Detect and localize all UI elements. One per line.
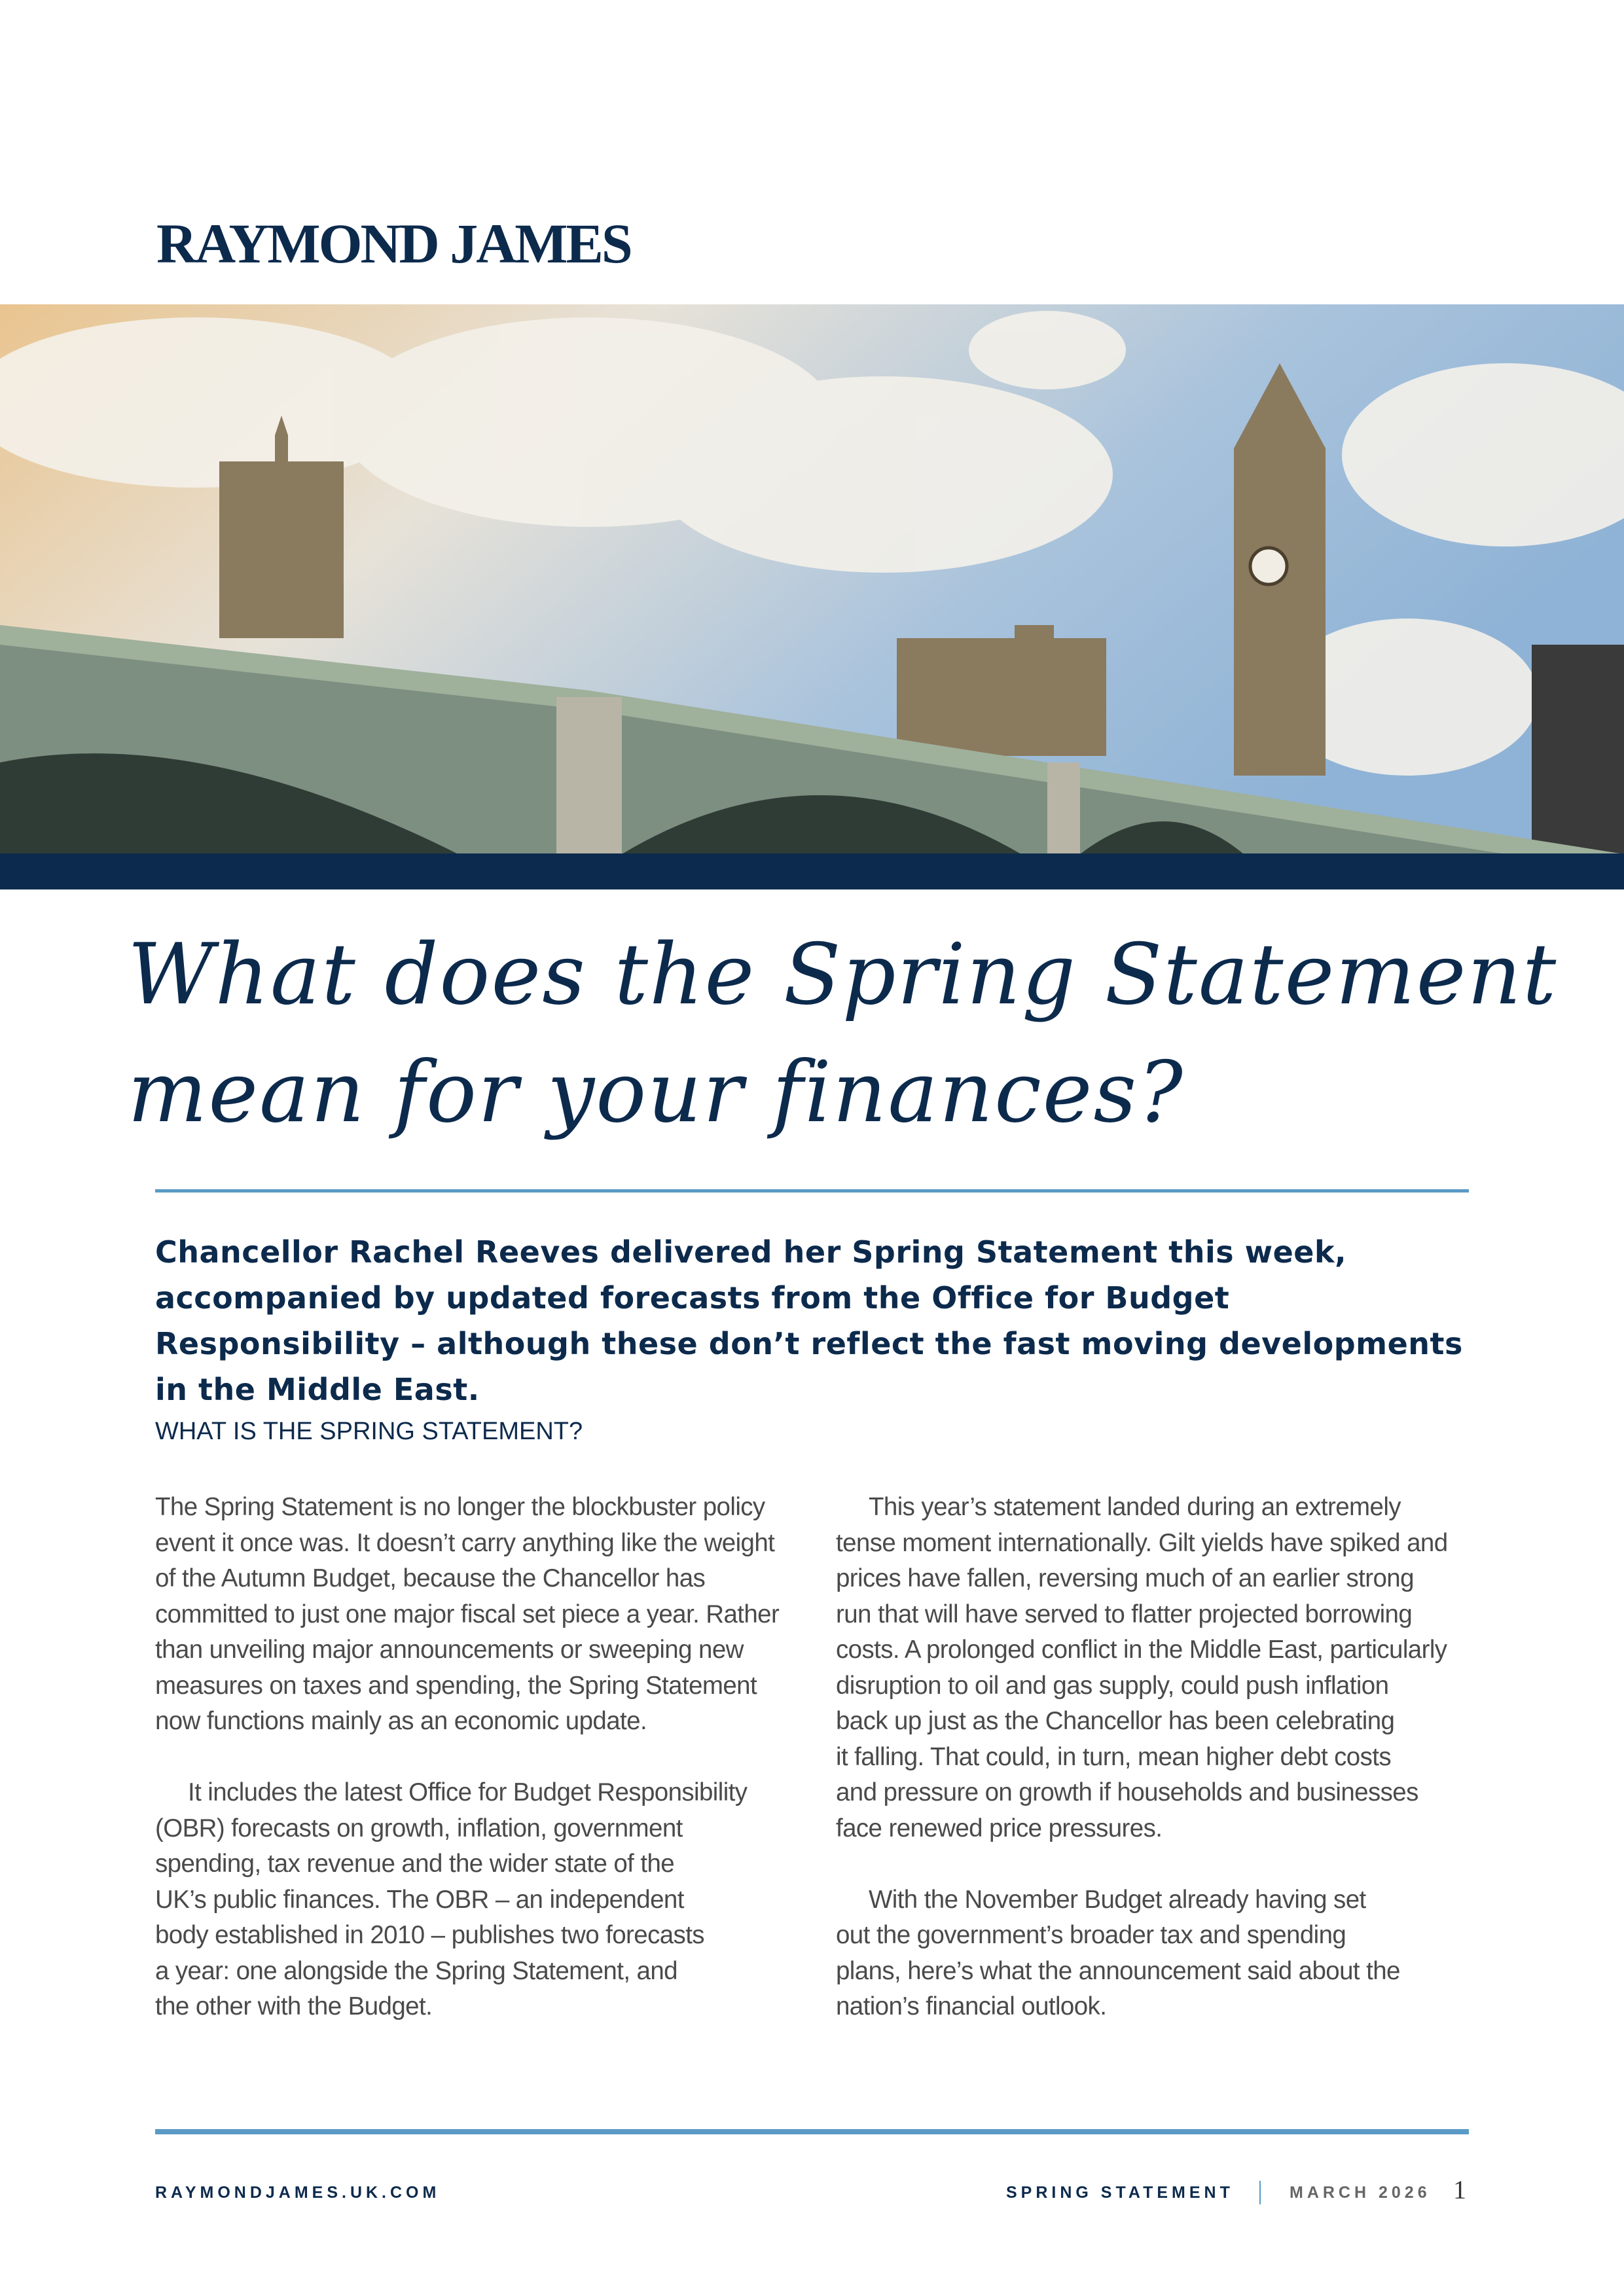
text-line: out the government’s broader tax and spending [836, 1921, 1346, 1949]
text-line: a year: one alongside the Spring Statement, and [155, 1956, 677, 1985]
paragraph-gap [155, 1740, 784, 1776]
title-divider [155, 1189, 1469, 1193]
text-line: run that will have served to flatter projected borrowing [836, 1600, 1413, 1628]
title-line-2: mean for your finances? [128, 1044, 1184, 1141]
footer-date: MARCH 2026 [1290, 2183, 1431, 2202]
lead-paragraph: Chancellor Rachel Reeves delivered her Spring Statement this week, accompanied by updated forecasts from the Office for Budget Responsibility – although these don’t reflect the fast moving developments in the Middle East. [155, 1234, 1463, 1407]
body-paragraph [836, 1490, 1464, 1846]
text-line: UK’s public finances. The OBR – an independent [155, 1885, 684, 1914]
text-line: than unveiling major announcements or sweeping new [155, 1636, 744, 1664]
body-column-left [155, 1490, 784, 2025]
text-line: now functions mainly as an economic update. [155, 1707, 647, 1735]
text-line: It includes the latest Office for Budget Responsibility [188, 1778, 748, 1806]
footer-divider [155, 2129, 1469, 2134]
page-number: 1 [1453, 2175, 1466, 2204]
footer-separator [1259, 2181, 1261, 2204]
text-line: of the Autumn Budget, because the Chancellor has [155, 1564, 706, 1592]
raymond-james-logo: RAYMOND JAMES [156, 212, 631, 275]
text-line: body established in 2010 – publishes two forecasts [155, 1921, 704, 1949]
text-line: measures on taxes and spending, the Spring Statement [155, 1671, 757, 1700]
footer-website: RAYMONDJAMES.UK.COM [155, 2183, 441, 2202]
text-line: the other with the Budget. [155, 1992, 433, 2020]
text-line: prices have fallen, reversing much of an earlier strong [836, 1564, 1414, 1592]
text-line: spending, tax revenue and the wider state of the [155, 1850, 675, 1878]
text-line: face renewed price pressures. [836, 1814, 1163, 1842]
page-title [128, 916, 1557, 1152]
text-line: This year’s statement landed during an extremely [869, 1493, 1401, 1521]
text-line: (OBR) forecasts on growth, inflation, government [155, 1814, 683, 1842]
hero-image-westminster-bridge [0, 304, 1624, 854]
body-paragraph [155, 1490, 784, 1740]
footer-section: SPRING STATEMENT [1006, 2183, 1234, 2202]
text-line: costs. A prolonged conflict in the Middle East, particularly [836, 1636, 1447, 1664]
text-line: and pressure on growth if households and businesses [836, 1778, 1418, 1806]
text-line: it falling. That could, in turn, mean higher debt costs [836, 1742, 1392, 1771]
paragraph-gap [836, 1846, 1464, 1882]
text-line: disruption to oil and gas supply, could push inflation [836, 1671, 1389, 1700]
text-line: With the November Budget already having set [869, 1885, 1366, 1914]
body-paragraph [836, 1882, 1464, 2025]
body-column-right [836, 1490, 1464, 2025]
text-line: nation’s financial outlook. [836, 1992, 1107, 2020]
body-paragraph [155, 1775, 784, 2025]
text-line: event it once was. It doesn’t carry anything like the weight [155, 1528, 775, 1557]
text-line: committed to just one major fiscal set piece a year. Rather [155, 1600, 780, 1628]
text-line: plans, here’s what the announcement said about the [836, 1956, 1400, 1985]
text-line: tense moment internationally. Gilt yields have spiked and [836, 1528, 1448, 1557]
title-line-1: What does the Spring Statement [128, 926, 1558, 1024]
section-heading: WHAT IS THE SPRING STATEMENT? [155, 1418, 583, 1445]
text-line: back up just as the Chancellor has been celebrating [836, 1707, 1395, 1735]
hero-navy-band [0, 853, 1624, 889]
text-line: The Spring Statement is no longer the blockbuster policy [155, 1493, 765, 1521]
